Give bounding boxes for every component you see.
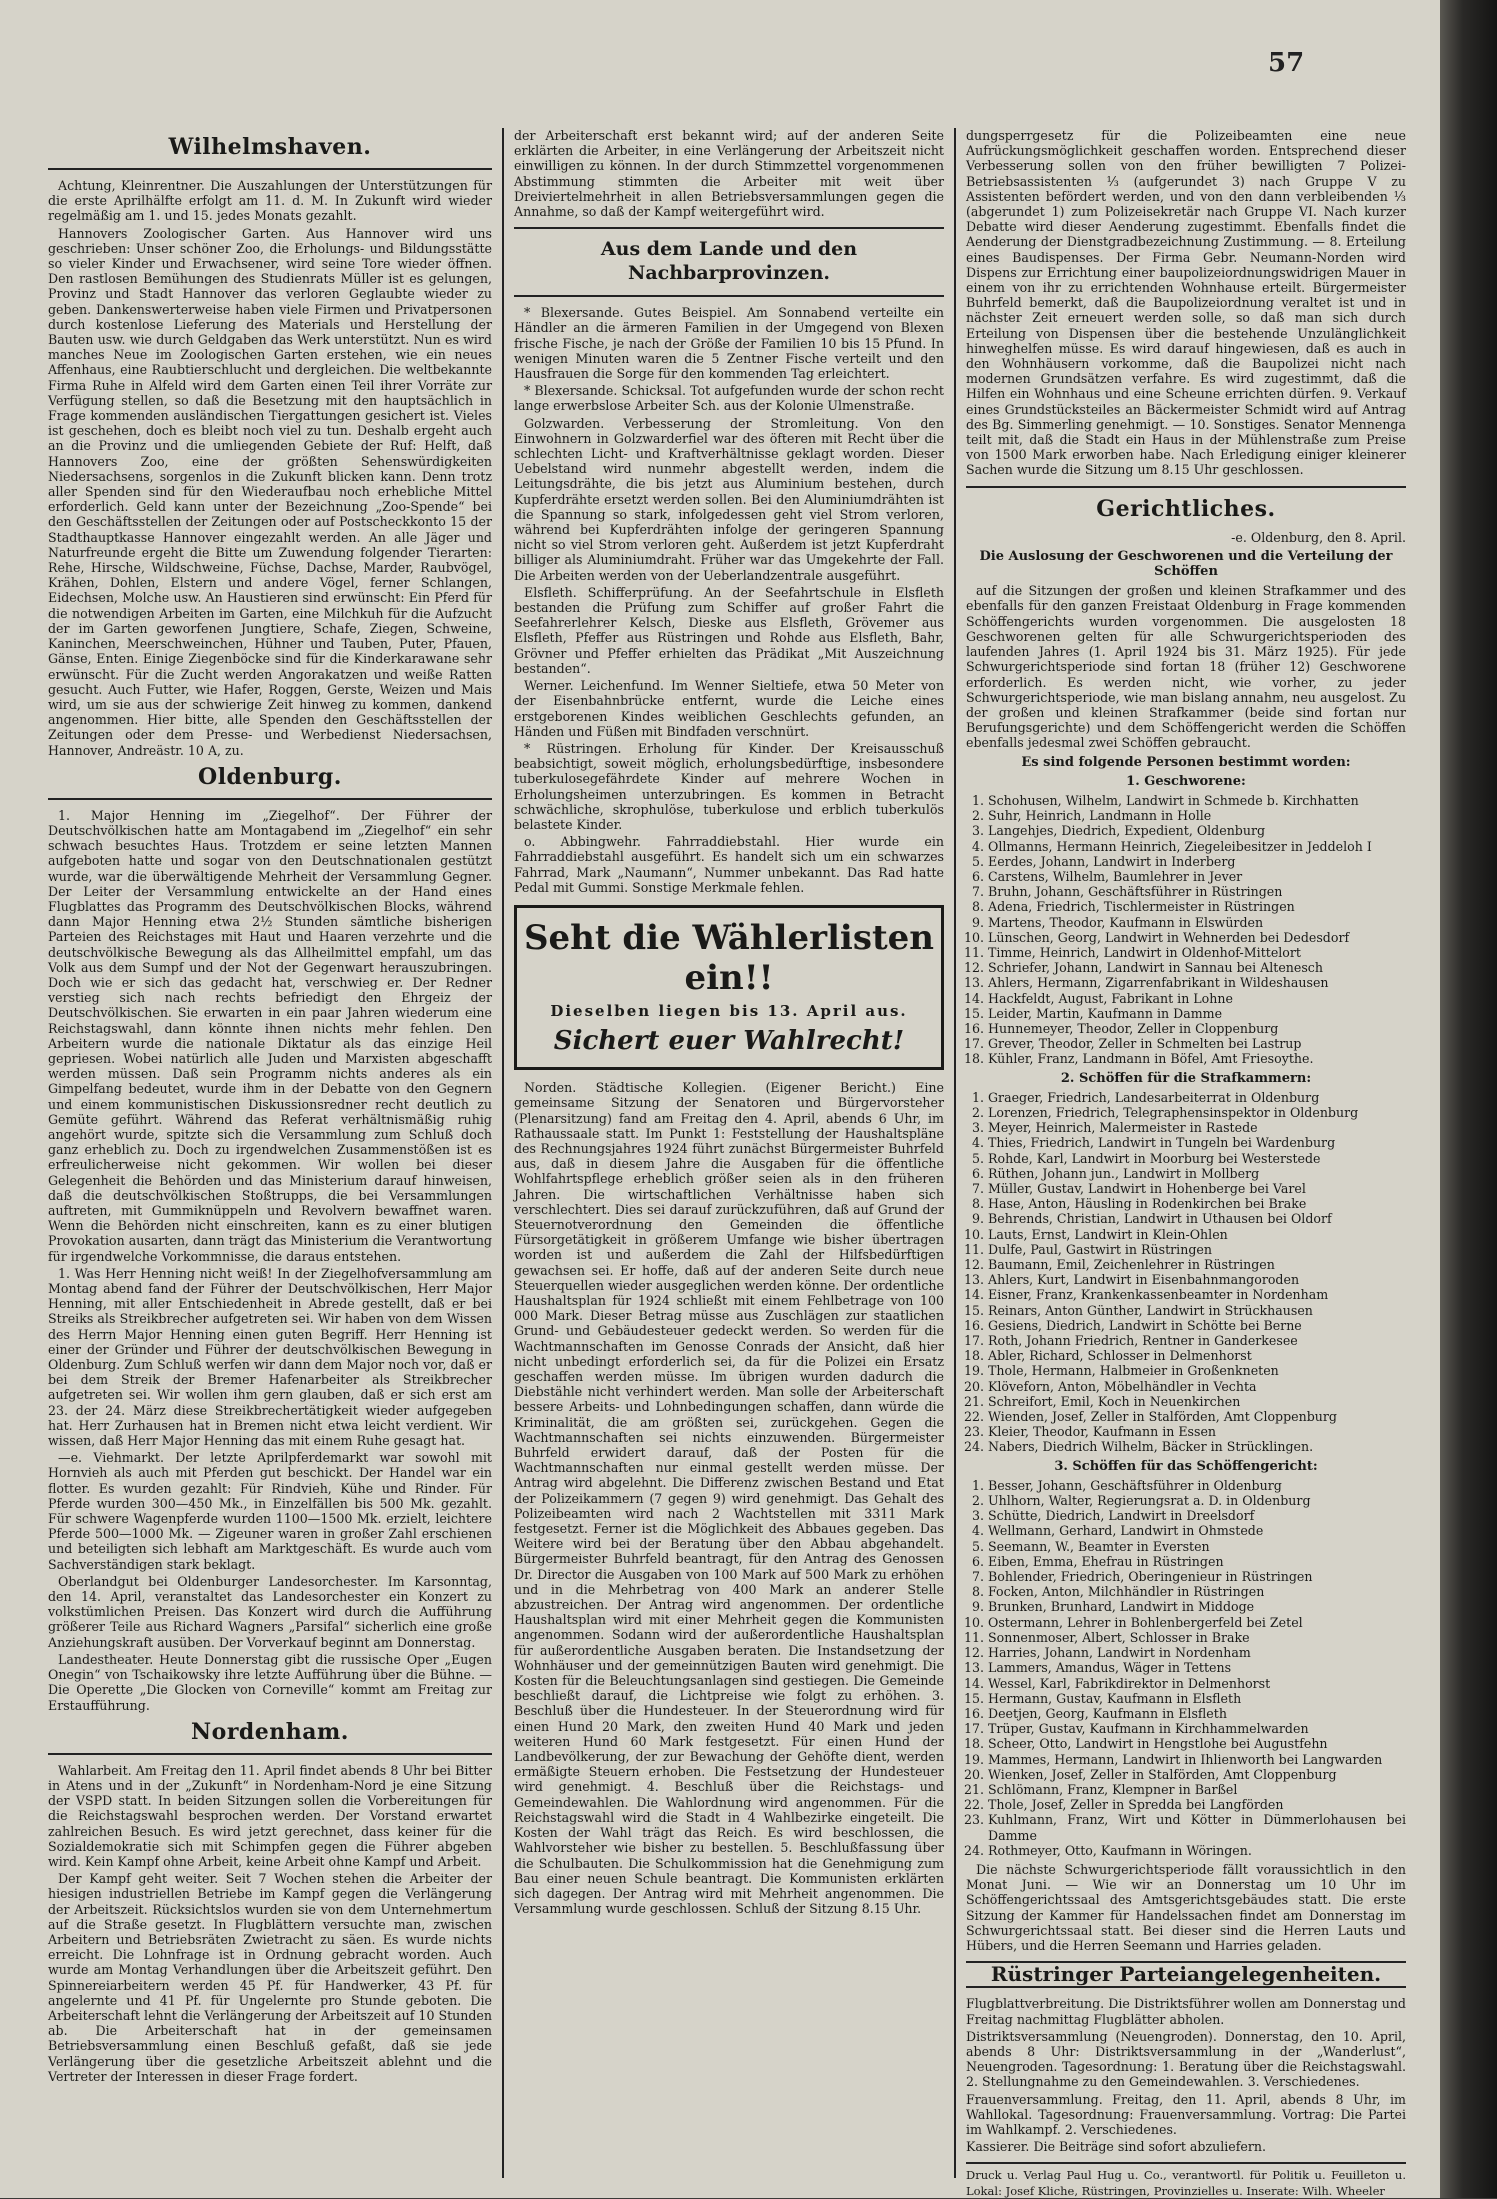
list-item: 13. Ahlers, Hermann, Zigarrenfabrikant in Wildeshausen [988,975,1406,990]
column-rule [502,128,504,2178]
divider [48,1753,492,1755]
list-item: 1. Graeger, Friedrich, Landesarbeiterrat in Oldenburg [988,1090,1406,1105]
imprint: Druck u. Verlag Paul Hug u. Co., verantwortl. für Politik u. Feuilleton u. Lokal: Josef Kliche, Rüstringen, Provinzielles u. Inserate: Wilh. Wheeler [966,2162,1406,2198]
list-item: 19. Thole, Hermann, Halbmeier in Großenkneten [988,1363,1406,1378]
list-item: 23. Kuhlmann, Franz, Wirt und Kötter in Dümmerlohausen bei Damme [988,1812,1406,1842]
list-item: 11. Dulfe, Paul, Gastwirt in Rüstringen [988,1242,1406,1257]
divider [48,798,492,800]
book-binding-edge [1440,0,1497,2198]
list-item: 5. Seemann, W., Beamter in Eversten [988,1539,1406,1554]
article-paragraph: * Blexersande. Gutes Beispiel. Am Sonnabend verteilte ein Händler an die ärmeren Familien in der Umgegend von Blexen frische Fische, je nach der Größe der Familien 10 bis 15 Pfund. In wenigen Minuten waren die 5 Zentner Fische verteilt und den Hausfrauen die Sorge für den kommenden Tag erleichtert. [514,305,944,382]
list-item: 4. Ollmanns, Hermann Heinrich, Ziegeleibesitzer in Jeddeloh I [988,839,1406,854]
column-rule [954,128,956,2178]
article-paragraph: * Rüstringen. Erholung für Kinder. Der Kreisausschuß beabsichtigt, soweit möglich, erholungsbedürftige, insbesondere tuberkulosegefährdete Kinder auf mehrere Wochen in Erholungsheimen unterzubringen. Es kommen in Betracht schwächliche, skrophulöse, tuberkulose und erblich tuberkulös belastete Kinder. [514,740,944,832]
article-paragraph: Hannovers Zoologischer Garten. Aus Hannover wird uns geschrieben: Unser schöner Zoo, die Erholungs- und Bildungsstätte so vieler Kinder und Erwachsener, wird seine Tore wieder öffnen. Den rastlosen Bemühungen des Studienrats Müller ist es gelungen, Provinz und Stadt Hannover das verloren Geglaubte wieder zu geben. Dankenswerterweise haben viele Firmen und Privatpersonen durch kostenlose Lieferung des Materials und Herstellung der Bauten usw. wie durch Geldgaben das Werk unterstützt. Nun es wird manches Neue im Zoologischen Garten erstehen, wie ein neues Affenhaus, eine Raubtierschlucht und dergleichen. Die weltbekannte Firma Ruhe in Alfeld wird dem Garten einen Teil ihrer Vorräte zur Verfügung stellen, so daß die Besetzung mit den hauptsächlich in Frage kommenden ausländischen Tiergattungen gesichert ist. Vieles ist geschehen, doch es bleibt noch viel zu tun. Deshalb ergeht auch an die Provinz und die umliegenden Gebiete der Ruf: Helft, daß Hannovers Zoo, eine der größten Sehenswürdigkeiten Niedersachsens, sorgenlos in die Zukunft blicken kann. Denn trotz aller Spenden sind für den Wiederaufbau noch erhebliche Mittel erforderlich. Geld kann unter der Bezeichnung „Zoo-Spende“ bei den Geschäftsstellen der Zeitungen oder auf Postscheckkonto 15 der Stadthauptkasse Hannover eingezahlt werden. An alle Jäger und Naturfreunde ergeht die Bitte um Zuwendung folgender Tierarten: Rehe, Hirsche, Wildschweine, Füchse, Dachse, Marder, Raubvögel, Krähen, Dohlen, Elstern und andere Vögel, ferner Schlangen, Eidechsen, Molche usw. An Haustieren sind erwünscht: Ein Pferd für die notwendigen Arbeiten im Garten, eine Milchkuh für die Aufzucht der im Garten geworfenen Jungtiere, Schafe, Ziegen, Schweine, Kaninchen, Meerschweinchen, Hühner und Tauben, Puter, Pfauen, Gänse, Enten. Einige Ziegenböcke sind für die Kinderkarawane sehr erwünscht. Für die Zucht werden Angorakatzen und weiße Ratten gesucht. Auch Futter, wie Hafer, Roggen, Gerste, Weizen und Mais wird, um sie aus der schwierige Zeit hinweg zu kommen, dankend angenommen. Hier bitte, alle Spenden den Geschäftsstellen der Zeitungen oder dem Presse- und Werbedienst Niedersachsen, Hannover, Andreästr. 10 A, zu. [48,225,492,758]
list-item: 20. Wienken, Josef, Zeller in Stalförden, Amt Cloppenburg [988,1767,1406,1782]
list-item: 7. Müller, Gustav, Landwirt in Hohenberge bei Varel [988,1181,1406,1196]
list-item: 19. Mammes, Hermann, Landwirt in Ihlienworth bei Langwarden [988,1752,1406,1767]
list-item: 18. Abler, Richard, Schlosser in Delmenhorst [988,1348,1406,1363]
list-item: 17. Trüper, Gustav, Kaufmann in Kirchhammelwarden [988,1721,1406,1736]
list-item: 22. Thole, Josef, Zeller in Spredda bei Langförden [988,1797,1406,1812]
article-paragraph: Frauenversammlung. Freitag, den 11. April, abends 8 Uhr, im Wahllokal. Tagesordnung: Frauenversammlung. Vortrag: Die Partei im Wahlkampf. 2. Verschiedenes. [966,2091,1406,2137]
list-item: 3. Meyer, Heinrich, Malermeister in Rastede [988,1120,1406,1135]
list-item: 21. Schreifort, Emil, Koch in Neuenkirchen [988,1394,1406,1409]
schoeffen-list [966,1090,1406,1455]
list-item: 15. Leider, Martin, Kaufmann in Damme [988,1006,1406,1021]
section-title-oldenburg: Oldenburg. [198,763,342,790]
banner-headline: Seht die Wählerlisten ein!! [523,917,935,998]
article-paragraph: 1. Was Herr Henning nicht weiß! In der Ziegelhofversammlung am Montag abend fand der Führer der Deutschvölkischen, Herr Major Henning, mit aller Entschiedenheit in Abrede gestellt, daß er bei Streiks als Streikbrecher aufgetreten sei. Wir haben von dem Wissen des Herrn Major Henning einen guten Begriff. Herr Henning ist einer der Gründer und Führer der deutschvölkischen Bewegung in Oldenburg. Zum Schluß werfen wir dann dem Major noch vor, daß er bei dem Streik der Bremer Hafenarbeiter als Streikbrecher aufgetreten sei. Wir wollen ihm gern glauben, daß er sich erst am 23. der 24. März diese Streikbrechertätigkeit wieder aufgegeben hat. Herr Zurhausen hat in Bremen nicht etwa leicht verdient. Wir wissen, daß Herr Major Henning das mit einem Ruhe gesagt hat. [48,1265,492,1449]
section-title-party: Rüstringer Parteiangelegenheiten. [966,1961,1406,1988]
list-item: 15. Hermann, Gustav, Kaufmann in Elsfleth [988,1691,1406,1706]
list-item: 2. Lorenzen, Friedrich, Telegraphensinspektor in Oldenburg [988,1105,1406,1120]
list-intro: Es sind folgende Personen bestimmt worden: [1021,754,1351,770]
list-item: 2. Suhr, Heinrich, Landmann in Holle [988,808,1406,823]
list-item: 24. Rothmeyer, Otto, Kaufmann in Wöringen. [988,1843,1406,1858]
article-paragraph: Kassierer. Die Beiträge sind sofort abzuliefern. [966,2139,1266,2155]
article-paragraph: Elsfleth. Schifferprüfung. An der Seefahrtschule in Elsfleth bestanden die Prüfung zum Schiffer auf großer Fahrt die Seefahrerlehrer Kelsch, Dieske aus Elsfleth, Grövemer aus Elsfleth, Pfeffer aus Rüstringen und Rohde aus Elsfleth, Bahr, Grövner und Pfeffer erhielten das Prädikat „Mit Auszeichnung bestanden“. [514,584,944,676]
divider [966,486,1406,488]
list-item: 1. Besser, Johann, Geschäftsführer in Oldenburg [988,1478,1406,1493]
list-item: 20. Klöveforn, Anton, Möbelhändler in Vechta [988,1379,1406,1394]
list-item: 24. Nabers, Diedrich Wilhelm, Bäcker in Strücklingen. [988,1439,1406,1454]
list-item: 8. Adena, Friedrich, Tischlermeister in Rüstringen [988,899,1406,914]
article-paragraph: o. Abbingwehr. Fahrraddiebstahl. Hier wurde ein Fahrraddiebstahl ausgeführt. Es handelt sich um ein schwarzes Fahrrad, Mark „Naumann“, Nummer unbekannt. Das Rad hatte Pedal mit Gummi. Sonstige Merkmale fehlen. [514,834,944,895]
article-paragraph: Wahlarbeit. Am Freitag den 11. April findet abends 8 Uhr bei Bitter in Atens und in der „Zukunft“ in Nordenham-Nord je eine Sitzung der VSPD statt. In beiden Sitzungen sollen die Vorbereitungen für die Reichstagswahl besprochen werden. Der Vorstand erwartet zahlreichen Besuch. Es wird jetzt gerechnet, dass keiner für die Sozialdemokratie sich mit Schimpfen gegen die Führer abgeben wird. Kein Kampf ohne Arbeit, keine Arbeit ohne Kampf und Arbeit. [48,1762,492,1869]
list-item: 7. Bohlender, Friedrich, Oberingenieur in Rüstringen [988,1569,1406,1584]
list-title: 2. Schöffen für die Strafkammern: [1060,1070,1312,1086]
list-item: 16. Deetjen, Georg, Kaufmann in Elsfleth [988,1706,1406,1721]
list-item: 6. Rüthen, Johann jun., Landwirt in Mollberg [988,1166,1406,1181]
list-item: 12. Harries, Johann, Landwirt in Nordenham [988,1645,1406,1660]
article-paragraph: 1. Major Henning im „Ziegelhof“. Der Führer der Deutschvölkischen hatte am Montagabend im „Ziegelhof“ ein sehr schwach besuchtes Haus. Trotzdem er seine letzten Mannen aufgeboten hatte und sogar von den Deutschnationalen gestützt wurde, war die überwältigende Mehrheit der Versammlung Gegner. Der Leiter der Versammlung entwickelte an der Hand eines Flugblattes das Programm des Deutschvölkischen Blocks, während dann Major Henning etwa 2½ Stunden sämtliche bisherigen Parteien des Reichstages mit Haut und Haaren verzehrte und die deutschvölkische Bewegung als das Allheilmittel empfahl, um das Volk aus dem Sumpf und der Not der Gegenwart herauszubringen. Doch wie er sich das gedacht hat, verschwieg er. Der Redner verstieg sich nach rechts befriedigt den Ehrgeiz der Deutschvölkischen. Sie erwarten in ein paar Jahren wiederum eine Reichstagswahl, dann könnte ihnen nichts mehr fehlen. Den Arbeitern wurde die nationale Diktatur als das einzige Heil gepriesen. Wobei natürlich alle Juden und Marxisten abgeschafft werden müssen. Daß sein Programm nichts anderes als ein Gimpelfang bedeutet, wurde ihm in der Debatte von den Gegnern und einem kommunistischen Diskussionsredner recht deutlich zu Gemüte geführt. Während das Referat verhältnismäßig ruhig angehört wurde, spitzte sich die Versammlung zum Schluß doch ganz erheblich zu. Doch zu irgendwelchen Zusammenstößen ist es erfreulicherweise nicht gekommen. Wir wollen bei dieser Gelegenheit die Behörden und das Ministerium darauf hinweisen, daß die deutschvölkischen Stoßtrupps, die bei Versammlungen auftreten, mit Gummiknüppeln und Revolvern bewaffnet waren. Wenn die Behörden nicht einschreiten, kann es zu einer blutigen Provokation ausarten, dann trägt das Ministerium die Verantwortung für irgendwelche Vorkommnisse, die daraus entstehen. [48,807,492,1264]
banner-call-to-action: Sichert euer Wahlrecht! [553,1026,905,1057]
section-title-wilhelmshaven: Wilhelmshaven. [168,134,372,160]
schoeffengericht-list [966,1478,1406,1858]
list-item: 2. Uhlhorn, Walter, Regierungsrat a. D. in Oldenburg [988,1493,1406,1508]
list-item: 14. Wessel, Karl, Fabrikdirektor in Delmenhorst [988,1676,1406,1691]
list-item: 17. Roth, Johann Friedrich, Rentner in Ganderkesee [988,1333,1406,1348]
article-paragraph: auf die Sitzungen der großen und kleinen Strafkammer und des ebenfalls für den ganzen Freistaat Oldenburg in Frage kommenden Schöffengerichts wurden vorgenommen. Die ausgelosten 18 Geschworenen gelten für alle Schwurgerichtsperioden des laufenden Jahres (1. April 1924 bis 31. März 1925). Für jede Schwurgerichtsperiode sind fortan 18 (früher 12) Geschworene erforderlich. Es werden nicht, wie vorher, zu jeder Schwurgerichtsperiode, wie man bislang annahm, neu ausgelost. Zu der großen und kleinen Strafkammer (beide sind fortan nur Berufungsgerichte) und dem Schöffengericht werden die Schöffen ebenfalls jedesmal zwei Schöffen gebraucht. [966,583,1406,751]
column-1 [48,128,492,2178]
list-item: 8. Hase, Anton, Häusling in Rodenkirchen bei Brake [988,1196,1406,1211]
section-title-court: Gerichtliches. [1096,495,1276,522]
divider [514,227,944,229]
list-item: 3. Langehjes, Diedrich, Expedient, Oldenburg [988,823,1406,838]
list-item: 14. Eisner, Franz, Krankenkassenbeamter in Nordenham [988,1287,1406,1302]
article-paragraph: Der Kampf geht weiter. Seit 7 Wochen stehen die Arbeiter der hiesigen industriellen Betriebe im Kampf gegen die Verlängerung der Arbeitszeit. Rücksichtslos wurden sie von dem Unternehmertum auf die Straße gesetzt. In Flugblättern versuchte man, zwischen Arbeitern und Betriebsräten Zwietracht zu säen. Es wurde nichts erreicht. Die Lohnfrage ist in Ordnung gebracht worden. Auch wurde am Montag Verhandlungen über die Arbeitszeit geführt. Den Spinnereiarbeitern werden 45 Pf. für Handwerker, 43 Pf. für angelernte und 41 Pf. für Ungelernte pro Stunde geboten. Die Arbeiterschaft lehnt die Verlängerung der Arbeitszeit auf 10 Stunden ab. Die Arbeiterschaft hat in der gemeinsamen Betriebsversammlung einen Beschluß gefaßt, daß sie jede Verlängerung über die gesetzliche Arbeitszeit ablehnt und die Vertreter der Interessen in dieser Frage fordert. [48,1871,492,2084]
list-item: 5. Eerdes, Johann, Landwirt in Inderberg [988,854,1406,869]
list-item: 11. Sonnenmoser, Albert, Schlosser in Brake [988,1630,1406,1645]
article-paragraph: Flugblattverbreitung. Die Distriktsführer wollen am Donnerstag und Freitag nachmittag Flugblätter abholen. [966,1996,1406,2027]
banner-subline: Dieselben liegen bis 13. April aus. [550,1001,908,1020]
article-paragraph: Die nächste Schwurgerichtsperiode fällt voraussichtlich in den Monat Juni. — Wie wir an Donnerstag um 10 Uhr im Schöffengerichtssaal des Amtsgerichtsgebäudes statt. Die erste Sitzung der Kammer für Handelssachen findet am Donnerstag im Schwurgerichtssaal statt. Bei dieser sind die Herren Lauts und Hübers, und die Herren Seemann und Harries geladen. [966,1861,1406,1953]
election-banner [514,905,944,1070]
list-item: 18. Scheer, Otto, Landwirt in Hengstlohe bei Augustfehn [988,1736,1406,1751]
article-paragraph: * Blexersande. Schicksal. Tot aufgefunden wurde der schon recht lange erwerbslose Arbeiter Sch. aus der Kolonie Ulmenstraße. [514,383,944,414]
divider [48,168,492,170]
article-paragraph: —e. Viehmarkt. Der letzte Aprilpferdemarkt war sowohl mit Hornvieh als auch mit Pferden gut beschickt. Der Handel war ein flotter. Es wurden gezahlt: Für Rindvieh, Kühe und Rinder. Für Pferde wurden 300—450 Mk., in Einzelfällen bis 500 Mk. gezahlt. Für schwere Wagenpferde wurden 1100—1500 Mk. erzielt, leichtere Pferde 500—1000 Mk. — Zigeuner waren in großer Zahl erschienen und beteiligten sich lebhaft am Marktgeschäft. Es wurde auch vom Sachverständigen stark beklagt. [48,1450,492,1572]
divider [514,295,944,297]
article-subtitle: Die Auslosung der Geschworenen und die Verteilung der Schöffen [979,548,1393,580]
list-item: 18. Kühler, Franz, Landmann in Böfel, Amt Friesoythe. [988,1051,1406,1066]
section-title-nordenham: Nordenham. [191,1718,349,1745]
list-item: 15. Reinars, Anton Günther, Landwirt in Strückhausen [988,1303,1406,1318]
list-item: 14. Hackfeldt, August, Fabrikant in Lohne [988,991,1406,1006]
list-item: 9. Behrends, Christian, Landwirt in Uthausen bei Oldorf [988,1211,1406,1226]
list-item: 5. Rohde, Karl, Landwirt in Moorburg bei Westerstede [988,1151,1406,1166]
list-item: 9. Brunken, Brunhard, Landwirt in Middoge [988,1599,1406,1614]
article-paragraph: Werner. Leichenfund. Im Wenner Sieltiefe, etwa 50 Meter von der Eisenbahnbrücke entfernt, wurde die Leiche eines erstgeborenen Kindes weiblichen Geschlechts gefunden, an Händen und Füßen mit Bindfaden verschnürt. [514,678,944,739]
article-paragraph: dungsperrgesetz für die Polizeibeamten eine neue Aufrückungsmöglichkeit geschaffen worden. Entsprechend dieser Verbesserung sollen von den früher bewilligten 7 Polizei-Betriebsassistenten ⅓ (aufgerundet 3) nach Gruppe V zu Assistenten befördert werden, und von den dann verbleibenden ⅓ (abgerundet 1) zum Polizeisekretär nach Gruppe VI. Nach kurzer Debatte wird dieser Aenderung zugestimmt. Ebenfalls findet die Aenderung der Dienstgradbezeichnung Zustimmung. — 8. Erteilung eines Baudispenses. Der Firma Gebr. Neumann-Norden wird Dispens zur Errichtung einer baupolizeiordnungswidrigen Mauer in einem von ihr zu errichtenden Wohnhause erteilt. Bürgermeister Buhrfeld bemerkt, daß die Baupolizeiordnung veraltet ist und in nächster Zeit erneuert werden solle, so daß man sich durch Erteilung von Dispensen über die bestehende Unzulänglichkeit hinweghelfen müsse. Es wird darauf hingewiesen, daß es auch in den Wohnhäusern vorkomme, daß die Baupolizei nicht nach modernen Grundsätzen verfahre. Es wird zugestimmt, daß die Hilfen ein Wohnhaus und eine Scheune errichten dürfen. 9. Verkauf eines Grundstücksteiles an Bäckermeister Schmidt wird auf Antrag des Bg. Simmerling genehmigt. — 10. Sonstiges. Senator Mennenga teilt mit, daß die Stadt ein Haus in der Mühlenstraße zum Preise von 1500 Mark erworben habe. Nach Erledigung einiger kleinerer Sachen wurde die Sitzung um 8.15 Uhr geschlossen. [966,128,1406,478]
list-item: 9. Martens, Theodor, Kaufmann in Elswürden [988,915,1406,930]
column-3 [966,128,1406,2198]
list-item: 13. Ahlers, Kurt, Landwirt in Eisenbahnmangoroden [988,1272,1406,1287]
article-paragraph: Oberlandgut bei Oldenburger Landesorchester. Im Karsonntag, den 14. April, veranstaltet das Landesorchester ein Konzert zu volkstümlichen Preisen. Das Konzert wird durch die Aufführung größerer Teile aus Richard Wagners „Parsifal“ sicherlich eine große Anziehungskraft ausüben. Der Vorverkauf beginnt am Donnerstag. [48,1573,492,1650]
article-paragraph: Norden. Städtische Kollegien. (Eigener Bericht.) Eine gemeinsame Sitzung der Senatoren und Bürgervorsteher (Plenarsitzung) fand am Freitag den 4. April, abends 6 Uhr, im Rathaussaale statt. Im Punkt 1: Feststellung der Haushaltspläne des Rechnungsjahres 1924 führt zunächst Bürgermeister Buhrfeld aus, daß in diesem Jahre die Ausgaben für die öffentliche Wohlfahrtspflege erheblich größer seien als in den früheren Jahren. Die wirtschaftlichen Verhältnisse haben sich verschlechtert. Dies sei darauf zurückzuführen, daß auf Grund der Steuernotverordnung den Gemeinden die öffentliche Fürsorgetätigkeit in größerem Umfange wie bisher übertragen worden ist und außerdem die Zahl der Hilfsbedürftigen gewachsen sei. Er hoffe, daß auf der anderen Seite durch neue Steuerquellen wieder ausgeglichen werden könne. Der ordentliche Haushaltsplan für 1924 schließt mit einem Fehlbetrage von 100 000 Mark. Dieser Betrag müsse aus Zuschlägen zur staatlichen Grund- und Gebäudesteuer gedeckt werden. So werden für die Wachtmannschaften im Genosse Conrads der Ansicht, daß hier nicht unbedingt erforderlich sei, da für die Polizei ein Ersatz geschaffen werden müsse. Im übrigen wurden dadurch die Diebstähle nicht verhindert werden. Man solle der Arbeiterschaft bessere Arbeits- und Lohnbedingungen schaffen, dann würde die Kriminalität, die am größten sei, zurückgehen. Gegen die Wachtmannschaften sei nichts einzuwenden. Bürgermeister Buhrfeld erwidert darauf, daß der Posten für die Wachtmannschaften nur einmal gestellt werden müsse. Der Antrag wird abgelehnt. Die Differenz zwischen Bestand und Etat der Polizeikammern (7 gegen 9) wird genehmigt. Das Gehalt des Polizeibeamten wird nach 2 Wachtstellen mit 3311 Mark festgesetzt. Ferner ist die Möglichkeit des Abbaues gegeben. Das Weitere wird bei der Beratung über den Abbau abgehandelt. Bürgermeister Buhrfeld beantragt, für den Antrag des Genossen Dr. Director die Ausgaben von 100 Mark auf 500 Mark zu erhöhen und in die Mehrbetrag von 400 Mark an anderer Stelle abzustreichen. Der Antrag wird angenommen. Der ordentliche Haushaltsplan wird mit einer Mehrheit gegen die Kommunisten angenommen. Sodann wird der außerordentliche Haushaltsplan für außerordentliche Ausgaben beraten. Die Instandsetzung der Wohnhäuser und der gemeinnützigen Bauten wird genehmigt. Die Kosten für die Beleuchtungsanlagen sind gestiegen. Die Gemeinde beschließt darauf, die Lichtpreise wie folgt zu erhöhen. 3. Beschluß über die Hundesteuer. In der Steuerordnung wird für einen Hund 20 Mark, den zweiten Hund 40 Mark und jeden weiteren Hund 60 Mark festgesetzt. Für einen Hund der Landbevölkerung, der zur Bewachung der Gehöfte dient, werden ermäßigte Steuern erhoben. Die Festsetzung der Hundesteuer wird genehmigt. 4. Beschluß über die Reichstags- und Gemeindewahlen. Die Wahlordnung wird angenommen. Für die Reichstagswahl wird die Stadt in 4 Wahlbezirke eingeteilt. Die Kosten der Wahl trägt das Reich. Es wird beschlossen, die Wahlvorsteher wie bisher zu bestellen. 5. Beschlußfassung über die Schulbauten. Die Schulkommission hat die Genehmigung zum Bau einer neuen Schule beantragt. Die Kommunisten erklärten sich dagegen. Der Antrag wird mit Mehrheit angenommen. Die Versammlung wurde geschlossen. Schluß der Sitzung 8.15 Uhr. [514,1080,944,1917]
list-item: 17. Grever, Theodor, Zeller in Schmelten bei Lastrup [988,1036,1406,1051]
list-title: 3. Schöffen für das Schöffengericht: [1054,1458,1318,1474]
list-item: 4. Wellmann, Gerhard, Landwirt in Ohmstede [988,1523,1406,1538]
list-item: 8. Focken, Anton, Milchhändler in Rüstringen [988,1584,1406,1599]
article-paragraph: Achtung, Kleinrentner. Die Auszahlungen der Unterstützungen für die erste Aprilhälfte erfolgt am 11. d. M. In Zukunft wird wieder regelmäßig am 1. und 15. jedes Monats gezahlt. [48,178,492,224]
list-item: 12. Schriefer, Johann, Landwirt in Sannau bei Altenesch [988,960,1406,975]
list-item: 21. Schlömann, Franz, Klempner in Barßel [988,1782,1406,1797]
list-item: 11. Timme, Heinrich, Landwirt in Oldenhof-Mittelort [988,945,1406,960]
list-item: 12. Baumann, Emil, Zeichenlehrer in Rüstringen [988,1257,1406,1272]
list-item: 7. Bruhn, Johann, Geschäftsführer in Rüstringen [988,884,1406,899]
article-paragraph: der Arbeiterschaft erst bekannt wird; auf der anderen Seite erklärten die Arbeiter, in eine Verlängerung der Arbeitszeit nicht einwilligen zu können. In der durch Stimmzettel vorgenommenen Abstimmung stimmten die Arbeiter mit weit über Dreiviertelmehrheit in allen Betriebsversammlungen gegen die Annahme, so daß der Kampf weitergeführt wird. [514,128,944,220]
list-item: 22. Wienden, Josef, Zeller in Stalförden, Amt Cloppenburg [988,1409,1406,1424]
column-2 [514,128,944,2178]
list-item: 4. Thies, Friedrich, Landwirt in Tungeln bei Wardenburg [988,1135,1406,1150]
list-item: 23. Kleier, Theodor, Kaufmann in Essen [988,1424,1406,1439]
article-paragraph: Golzwarden. Verbesserung der Stromleitung. Von den Einwohnern in Golzwarderfiel war des öfteren mit Recht über die schlechten Licht- und Kraftverhältnisse geklagt worden. Dieser Uebelstand wird nunmehr abgestellt werden, indem die Leitungsdrähte, die bis jetzt aus Aluminium bestehen, durch Kupferdrähte ersetzt werden sollen. Bei den Aluminiumdrähten ist die Spannung so stark, infolgedessen geht viel Strom verloren, während bei Kupferdrähten infolge der geringeren Spannung nicht so viel Strom verloren geht. Außerdem ist jetzt Kupferdraht billiger als Aluminiumdraht. Früher war das Umgekehrte der Fall. Die Arbeiten werden von der Ueberlandzentrale ausgeführt. [514,415,944,583]
list-item: 3. Schütte, Diedrich, Landwirt in Dreelsdorf [988,1508,1406,1523]
list-title: 1. Geschworene: [1126,773,1246,789]
list-item: 16. Hunnemeyer, Theodor, Zeller in Cloppenburg [988,1021,1406,1036]
article-paragraph: Landestheater. Heute Donnerstag gibt die russische Oper „Eugen Onegin“ von Tschaikowsky ihre letzte Aufführung über die Bühne. — Die Operette „Die Glocken von Corneville“ kommt am Freitag zur Erstaufführung. [48,1651,492,1713]
list-item: 10. Lauts, Ernst, Landwirt in Klein-Ohlen [988,1227,1406,1242]
list-item: 1. Schohusen, Wilhelm, Landwirt in Schmede b. Kirchhatten [988,793,1406,808]
list-item: 10. Ostermann, Lehrer in Bohlenbergerfeld bei Zetel [988,1615,1406,1630]
section-title-provinces: Aus dem Lande und den Nachbarprovinzen. [600,238,858,285]
dateline: -e. Oldenburg, den 8. April. [1231,529,1406,545]
article-paragraph: Distriktsversammlung (Neuengroden). Donnerstag, den 10. April, abends 8 Uhr: Distriktsversammlung in der „Wanderlust“, Neuengroden. Tagesordnung: 1. Beratung über die Reichstagswahl. 2. Stellungnahme zu den Gemeindewahlen. 3. Verschiedenes. [966,2028,1406,2090]
list-item: 6. Carstens, Wilhelm, Baumlehrer in Jever [988,869,1406,884]
juror-list [966,793,1406,1067]
page-number: 57 [1268,48,1305,78]
list-item: 10. Lünschen, Georg, Landwirt in Wehnerden bei Dedesdorf [988,930,1406,945]
list-item: 13. Lammers, Amandus, Wäger in Tettens [988,1660,1406,1675]
list-item: 16. Gesiens, Diedrich, Landwirt in Schötte bei Berne [988,1318,1406,1333]
list-item: 6. Eiben, Emma, Ehefrau in Rüstringen [988,1554,1406,1569]
